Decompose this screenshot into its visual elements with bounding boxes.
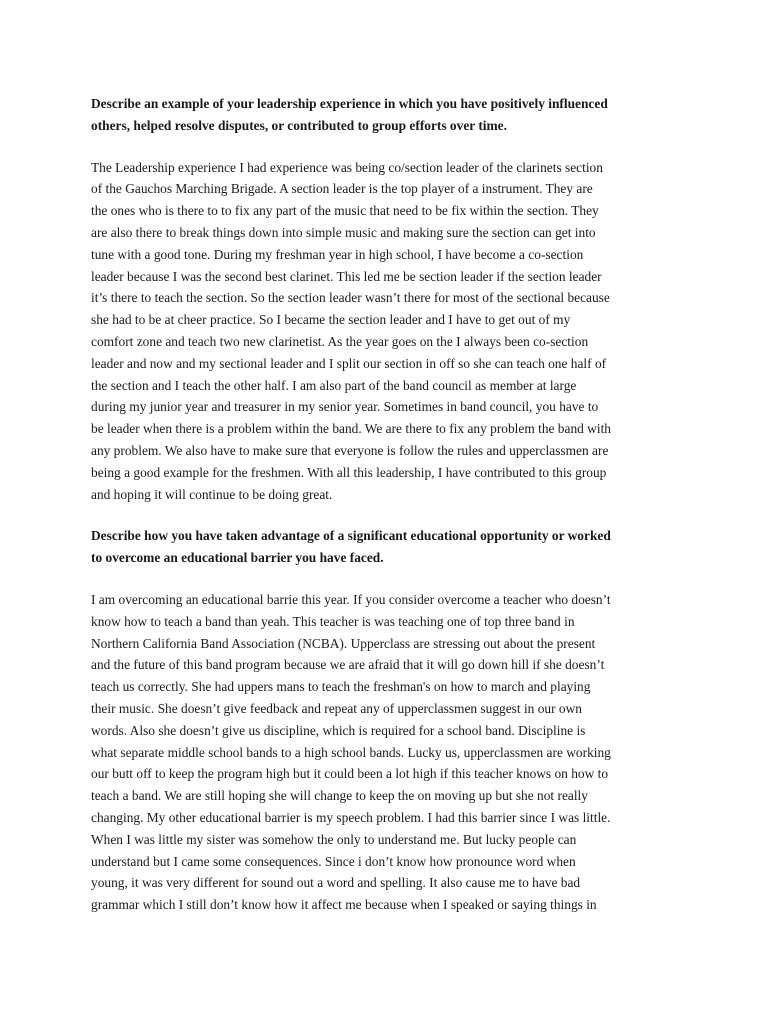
heading-line: others, helped resolve disputes, or contributed to group efforts over time. (91, 117, 507, 133)
heading-line: Describe an example of your leadership experience in which you have positively influenced (91, 96, 608, 111)
text-line: know how to teach a band than yeah. This teacher is was teaching one of top three band in (91, 613, 575, 629)
text-line: their music. She doesn’t give feedback and repeat any of upperclassmen suggest in our own (91, 700, 582, 716)
document-content (91, 93, 691, 916)
text-line: teach a band. We are still hoping she will change to keep the on moving up but she not really (91, 788, 588, 804)
education-prompt-heading (91, 525, 691, 569)
text-line: Northern California Band Association (NCBA). Upperclass are stressing out about the present (91, 635, 596, 651)
leadership-response-paragraph (91, 157, 691, 506)
text-line: it’s there to teach the section. So the section leader wasn’t there for most of the sectional because (91, 290, 610, 306)
heading-line: Describe how you have taken advantage of a significant educational opportunity or worked (91, 528, 611, 544)
text-line: changing. My other educational barrier is my speech problem. I had this barrier since I was little. (91, 809, 611, 825)
text-line: I am overcoming an educational barrie this year. If you consider overcome a teacher who doesn’t (91, 591, 611, 607)
text-line: words. Also she doesn’t give us discipline, which is required for a school band. Discipline is (91, 722, 586, 738)
text-line: young, it was very different for sound out a word and spelling. It also cause me to have bad (91, 875, 581, 891)
text-line: and the future of this band program because we are afraid that it will go down hill if she doesn’t (91, 657, 605, 673)
leadership-prompt-heading (91, 93, 691, 137)
text-line: she had to be at cheer practice. So I became the section leader and I have to get out of my (91, 312, 571, 328)
text-line: being a good example for the freshmen. With all this leadership, I have contributed to this group (91, 464, 607, 480)
text-line: of the Gauchos Marching Brigade. A section leader is the top player of a instrument. They are (91, 181, 593, 197)
education-response-paragraph (91, 589, 691, 916)
heading-line: to overcome an educational barrier you have faced. (91, 550, 384, 566)
text-line: any problem. We also have to make sure that everyone is follow the rules and upperclassmen are (91, 442, 609, 458)
text-line: are also there to break things down into simple music and making sure the section can get into (91, 224, 596, 240)
text-line: leader and now and my sectional leader and I split our section in off so she can teach one half of (91, 355, 607, 371)
text-line: be leader when there is a problem within the band. We are there to fix any problem the band with (91, 421, 611, 437)
text-line: The Leadership experience I had experience was being co/section leader of the clarinets section (91, 159, 603, 175)
text-line: When I was little my sister was somehow the only to understand me. But lucky people can (91, 831, 577, 847)
text-line: the ones who is there to to fix any part of the music that need to be fix within the section. They (91, 203, 599, 219)
text-line: comfort zone and teach two new clarinetist. As the year goes on the I always been co-section (91, 333, 589, 349)
text-line: the section and I teach the other half. I am also part of the band council as member at large (91, 377, 577, 393)
text-line: teach us correctly. She had uppers mans to teach the freshman's on how to march and playing (91, 679, 591, 695)
text-line: understand but I came some consequences. Since i don’t know how pronounce word when (91, 853, 576, 869)
text-line: during my junior year and treasurer in my senior year. Sometimes in band council, you have to (91, 399, 599, 415)
text-line: tune with a good tone. During my freshman year in high school, I have become a co-section (91, 246, 584, 262)
text-line: and hoping it will continue to be doing great. (91, 486, 333, 502)
text-line: our butt off to keep the program high but it could been a lot high if this teacher knows on how to (91, 766, 609, 782)
text-line: what separate middle school bands to a high school bands. Lucky us, upperclassmen are working (91, 744, 611, 760)
text-line: leader because I was the second best clarinet. This led me be section leader if the section leader (91, 268, 602, 284)
text-line: grammar which I still don’t know how it affect me because when I speaked or saying things in (91, 897, 597, 913)
